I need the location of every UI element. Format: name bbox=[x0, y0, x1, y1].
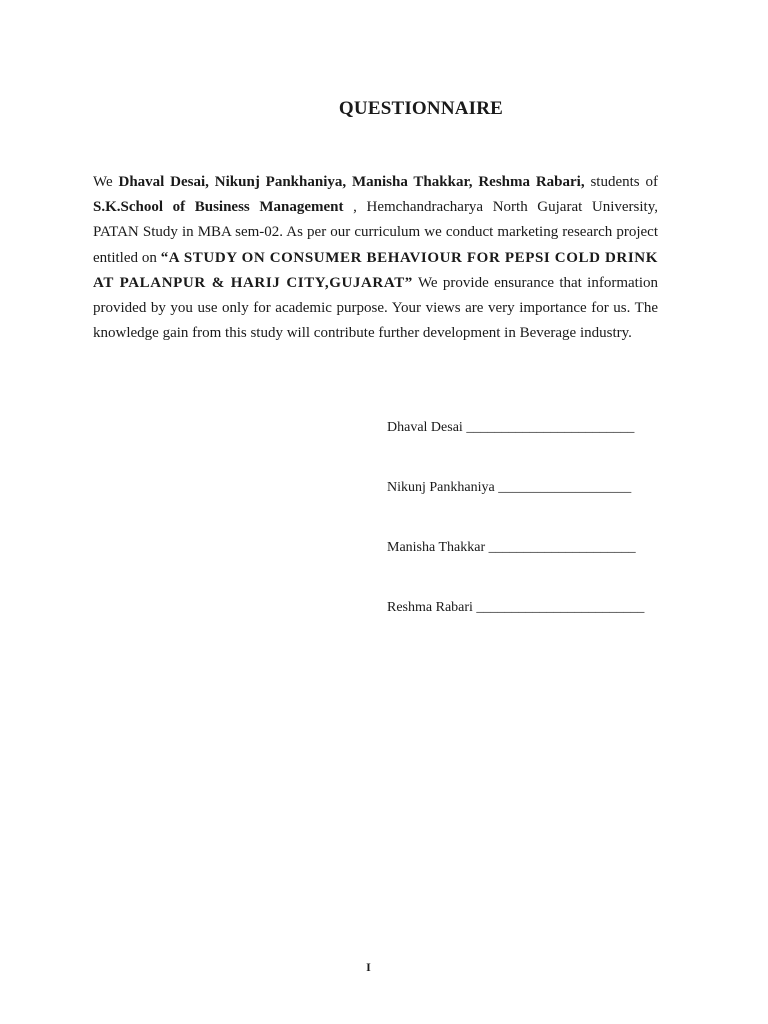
intro-text-3: , Hemchandracharya North Gujarat University, PATAN Study in MBA sem-02. As per our curriculum we conduct marketing research project entitled on bbox=[93, 199, 658, 266]
page-number: I bbox=[366, 960, 371, 974]
signature-name: Manisha Thakkar bbox=[387, 540, 486, 555]
signature-name: Reshma Rabari bbox=[387, 600, 473, 615]
signature-line-dhaval bbox=[387, 418, 717, 438]
signature-line-reshma bbox=[387, 598, 717, 618]
signature-blank: ________________________ bbox=[466, 420, 635, 435]
student-names: Dhaval Desai, Nikunj Pankhaniya, Manisha Thakkar, Reshma Rabari, bbox=[118, 174, 585, 190]
intro-text-2: students of bbox=[584, 174, 658, 190]
intro-text-4: We provide ensurance that information provided by you use only for academic purpose. Your views are very importance for us. The knowledge gain from this study will contribute further development in Beverage industry. bbox=[93, 274, 659, 342]
signature-line-nikunj bbox=[387, 478, 717, 498]
signature-blank: ________________________ bbox=[476, 600, 645, 615]
signature-block bbox=[387, 418, 717, 658]
signature-line-manisha bbox=[387, 538, 717, 558]
page-title: QUESTIONNAIRE bbox=[338, 98, 504, 119]
signature-name: Dhaval Desai bbox=[387, 420, 463, 435]
signature-name: Nikunj Pankhaniya bbox=[387, 480, 495, 495]
intro-paragraph bbox=[93, 170, 658, 346]
school-name: S.K.School of Business Management bbox=[93, 199, 344, 216]
intro-text-1: We bbox=[93, 174, 119, 190]
signature-blank: _____________________ bbox=[488, 540, 636, 555]
project-title: “A STUDY ON CONSUMER BEHAVIOUR FOR PEPSI COLD DRINK AT PALANPUR & HARIJ CITY,GUJARAT” bbox=[93, 249, 658, 291]
signature-blank: ___________________ bbox=[498, 480, 632, 495]
